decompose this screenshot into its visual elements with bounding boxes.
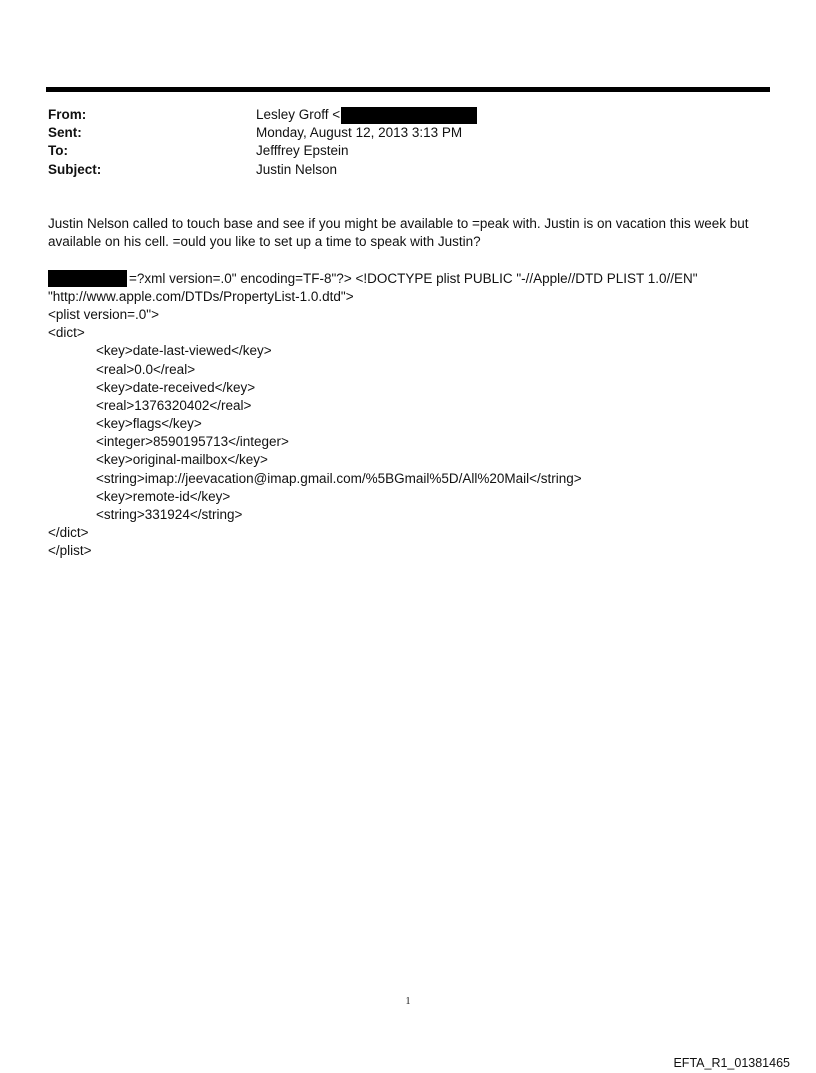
- paragraph-spacer: [48, 251, 763, 269]
- email-body: [48, 215, 763, 561]
- xml-line: </plist>: [48, 543, 92, 559]
- xml-line: </dict>: [48, 525, 89, 541]
- xml-line: "http://www.apple.com/DTDs/PropertyList-1.0.dtd">: [48, 288, 354, 304]
- sent-label: Sent:: [48, 125, 82, 141]
- header-row-sent: [48, 124, 477, 142]
- subject-label: Subject:: [48, 161, 102, 177]
- xml-line: [48, 270, 763, 288]
- header-row-to: [48, 142, 477, 160]
- subject-value: Justin Nelson: [256, 161, 338, 177]
- header-divider: [46, 87, 770, 92]
- xml-line: <integer>8590195713</integer>: [96, 434, 289, 450]
- from-name: Lesley Groff <: [256, 107, 341, 122]
- to-label: To:: [48, 143, 68, 159]
- document-id: EFTA_R1_01381465: [673, 1056, 790, 1070]
- xml-line: <string>imap://jeevacation@imap.gmail.com/%5BGmail%5D/All%20Mail</string>: [96, 470, 582, 486]
- email-header: [48, 106, 477, 179]
- xml-line: <real>0.0</real>: [96, 361, 196, 377]
- xml-line: <key>original-mailbox</key>: [96, 452, 268, 468]
- xml-line: <key>date-last-viewed</key>: [96, 343, 272, 359]
- xml-declaration: =?xml version=.0" encoding=TF-8"?> <!DOCTYPE plist PUBLIC "-//Apple//DTD PLIST 1.0//EN": [129, 270, 698, 286]
- body-text-line: Justin Nelson called to touch base and see if you might be available to =peak with. Justin is on vacation this week but: [48, 216, 749, 231]
- xml-line: <real>1376320402</real>: [96, 397, 252, 413]
- header-row-from: [48, 106, 477, 124]
- page-number: 1: [405, 996, 411, 1007]
- redacted-email-box: [341, 107, 477, 124]
- redacted-text-box: [48, 270, 127, 287]
- from-label: From:: [48, 107, 87, 122]
- to-value: Jefffrey Epstein: [256, 143, 349, 159]
- xml-line: <plist version=.0">: [48, 306, 159, 322]
- xml-line: <key>remote-id</key>: [96, 488, 231, 504]
- from-value: [256, 106, 477, 124]
- header-row-subject: [48, 161, 477, 179]
- xml-line: <dict>: [48, 325, 85, 341]
- xml-line: <key>flags</key>: [96, 416, 202, 432]
- xml-line: <key>date-received</key>: [96, 379, 256, 395]
- body-text-line: available on his cell. =ould you like to set up a time to speak with Justin?: [48, 234, 481, 250]
- xml-line: <string>331924</string>: [96, 507, 243, 522]
- sent-value: Monday, August 12, 2013 3:13 PM: [256, 125, 463, 141]
